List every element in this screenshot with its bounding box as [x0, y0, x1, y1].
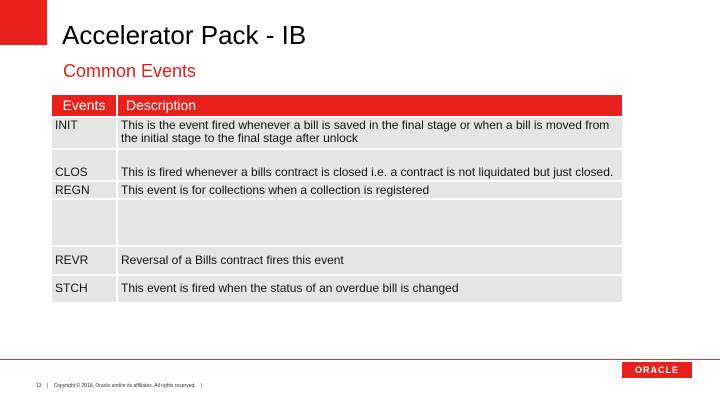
slide-subtitle: Common Events: [63, 61, 197, 81]
event-code: STCH: [52, 276, 116, 302]
event-code: REGN: [52, 182, 116, 198]
event-code: REVR: [52, 247, 116, 274]
table-row: [52, 276, 622, 302]
table-row: [52, 182, 622, 198]
event-description: [118, 200, 622, 245]
header-events: Events: [52, 95, 116, 116]
table-row: [52, 200, 622, 245]
footer: [36, 383, 206, 389]
event-code: INIT: [52, 118, 116, 148]
accent-bar: [0, 0, 47, 45]
event-description: Reversal of a Bills contract fires this event: [118, 247, 622, 274]
slide-title: Accelerator Pack - IB: [62, 20, 307, 50]
footer-divider: [0, 359, 720, 360]
event-description: This is the event fired whenever a bill is saved in the final stage or when a bill is moved from the initial stage to the final stage after unlock: [118, 118, 622, 148]
table-row: [52, 150, 622, 180]
event-description: This is fired whenever a bills contract is closed i.e. a contract is not liquidated but just closed.: [118, 150, 622, 180]
event-code: CLOS: [52, 150, 116, 180]
footer-end-separator: |: [201, 383, 203, 389]
header-description: Description: [118, 95, 622, 116]
footer-separator: |: [46, 383, 49, 389]
event-description: This event is for collections when a collection is registered: [118, 182, 622, 198]
page-number: 13: [36, 383, 42, 389]
event-description: This event is fired when the status of an overdue bill is changed: [118, 276, 622, 302]
table-header-row: [52, 95, 622, 116]
oracle-logo: ORACLE: [622, 362, 692, 378]
table-row: [52, 247, 622, 274]
event-code: [52, 200, 116, 245]
table-row: [52, 118, 622, 148]
events-table: [52, 95, 622, 304]
copyright-text: Copyright © 2018, Oracle and/or its affiliates. All rights reserved.: [53, 383, 196, 389]
